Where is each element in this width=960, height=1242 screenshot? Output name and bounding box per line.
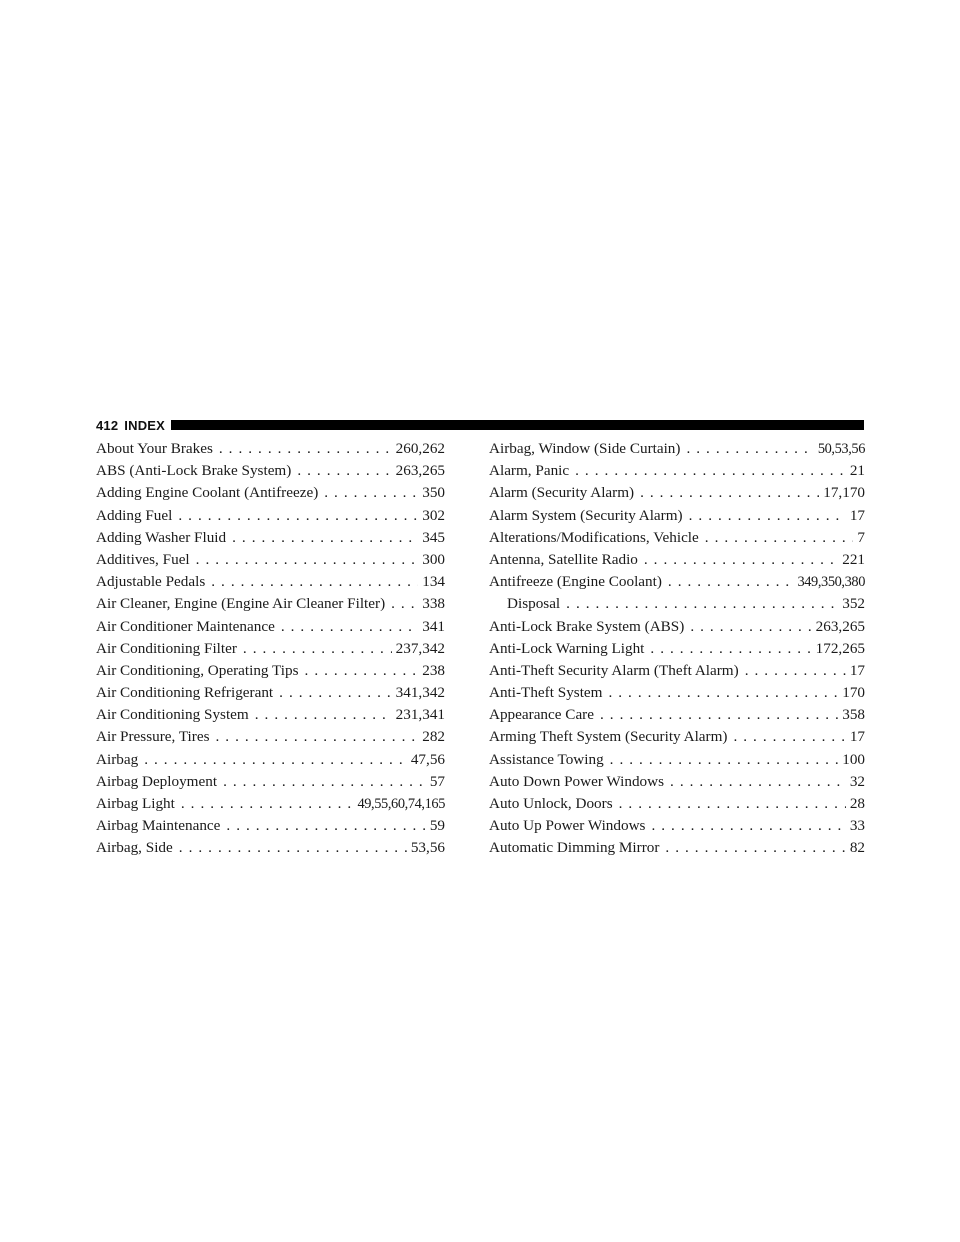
index-subentry (489, 595, 865, 617)
entry-label: Air Conditioning System (96, 706, 249, 724)
index-entry (489, 440, 865, 462)
entry-pages: 17,170 (823, 484, 865, 502)
entry-label: Airbag Deployment (96, 772, 218, 790)
entry-pages: 300 (422, 550, 445, 568)
entry-label: Arming Theft System (Security Alarm) (489, 728, 728, 746)
dot-leader (650, 640, 811, 658)
dot-leader (689, 507, 846, 525)
dot-leader (600, 706, 838, 724)
entry-label: Air Conditioner Maintenance (96, 617, 275, 635)
entry-pages: 57 (429, 772, 445, 790)
entry-label: Antenna, Satellite Radio (489, 550, 638, 568)
dot-leader (608, 684, 838, 702)
dot-leader (211, 573, 418, 591)
entry-label: Antifreeze (Engine Coolant) (489, 573, 662, 591)
dot-leader (281, 618, 418, 636)
entry-pages: 172,265 (815, 639, 865, 657)
entry-pages: 302 (422, 506, 445, 524)
index-entry (96, 640, 445, 662)
entry-pages: 231,341 (395, 706, 445, 724)
entry-pages: 21 (849, 462, 865, 480)
entry-label: Alarm (Security Alarm) (489, 484, 635, 502)
page-number: 412 (96, 417, 119, 433)
dot-leader (705, 529, 854, 547)
dot-leader (745, 662, 846, 680)
entry-label: Alarm, Panic (489, 462, 570, 480)
entry-pages: 341,342 (395, 684, 445, 702)
index-entry (489, 640, 865, 662)
dot-leader (243, 640, 392, 658)
dot-leader (219, 440, 392, 458)
dot-leader (181, 795, 354, 813)
entry-pages: 7 (857, 528, 865, 546)
index-entry (96, 484, 445, 506)
entry-label: Airbag Light (96, 795, 175, 812)
entry-label: Adding Engine Coolant (Antifreeze) (96, 484, 319, 502)
entry-label: Automatic Dimming Mirror (489, 839, 660, 857)
index-entry (96, 507, 445, 529)
entry-label: Appearance Care (489, 706, 594, 724)
entry-label: Auto Down Power Windows (489, 772, 665, 790)
index-column-left (96, 440, 445, 862)
entry-pages: 238 (422, 661, 445, 679)
entry-label: Anti-Theft System (489, 684, 603, 702)
index-entry (489, 551, 865, 573)
entry-pages: 17 (849, 506, 865, 524)
index-entry (96, 773, 445, 795)
entry-pages: 59 (429, 817, 445, 835)
index-entry (489, 507, 865, 529)
index-entry (489, 773, 865, 795)
index-entry (96, 595, 445, 617)
entry-label: Airbag, Window (Side Curtain) (489, 440, 681, 457)
dot-leader (305, 662, 419, 680)
entry-pages: 17 (849, 728, 865, 746)
entry-pages: 358 (842, 706, 865, 724)
entry-pages: 134 (422, 573, 445, 591)
index-entry (489, 706, 865, 728)
dot-leader (391, 595, 418, 613)
entry-pages: 352 (842, 595, 865, 613)
index-entry (96, 462, 445, 484)
section-title: INDEX (124, 417, 166, 433)
page-header (96, 414, 864, 436)
entry-label: Anti-Theft Security Alarm (Theft Alarm) (489, 661, 739, 679)
index-entry (96, 684, 445, 706)
index-entry (489, 573, 865, 595)
entry-label: Alterations/Modifications, Vehicle (489, 528, 699, 546)
entry-label: Anti-Lock Warning Light (489, 639, 645, 657)
index-entry (96, 839, 445, 861)
entry-label: Airbag Maintenance (96, 817, 221, 835)
index-entry (96, 817, 445, 839)
entry-pages: 17 (849, 661, 865, 679)
dot-leader (670, 773, 846, 791)
entry-label: Air Cleaner, Engine (Engine Air Cleaner Filter) (96, 595, 386, 613)
entry-pages: 260,262 (395, 440, 445, 457)
dot-leader (733, 728, 845, 746)
dot-leader (665, 839, 845, 857)
index-entry (96, 728, 445, 750)
entry-label: Airbag (96, 750, 139, 768)
dot-leader (640, 484, 819, 502)
entry-pages: 237,342 (395, 639, 445, 657)
index-entry (96, 618, 445, 640)
index-entry (489, 662, 865, 684)
dot-leader (668, 573, 794, 591)
index-entry (96, 751, 445, 773)
dot-leader (196, 551, 419, 569)
entry-pages: 263,265 (815, 617, 865, 635)
dot-leader (216, 728, 419, 746)
index-entry (489, 817, 865, 839)
dot-leader (566, 595, 838, 613)
dot-leader (686, 440, 813, 458)
entry-pages: 49,55,60,74,165 (357, 796, 445, 812)
index-column-right (489, 440, 865, 862)
entry-pages: 32 (849, 772, 865, 790)
dot-leader (178, 507, 418, 525)
index-entry (489, 795, 865, 817)
index-entry (96, 440, 445, 462)
entry-pages: 341 (422, 617, 445, 635)
entry-label: Airbag, Side (96, 839, 173, 857)
dot-leader (255, 706, 392, 724)
dot-leader (279, 684, 391, 702)
entry-pages: 50,53,56 (817, 441, 865, 457)
index-entry (96, 551, 445, 573)
entry-label: Alarm System (Security Alarm) (489, 506, 683, 524)
dot-leader (690, 618, 811, 636)
entry-label: Air Conditioning Refrigerant (96, 684, 274, 702)
dot-leader (179, 839, 407, 857)
entry-label: Assistance Towing (489, 750, 604, 768)
dot-leader (644, 551, 838, 569)
entry-pages: 282 (422, 728, 445, 746)
entry-label: About Your Brakes (96, 440, 213, 457)
entry-pages: 100 (842, 750, 865, 768)
dot-leader (144, 751, 407, 769)
dot-leader (297, 462, 391, 480)
index-entry (489, 684, 865, 706)
entry-pages: 350 (422, 484, 445, 502)
dot-leader (651, 817, 845, 835)
entry-label: ABS (Anti-Lock Brake System) (96, 462, 292, 480)
entry-label: Air Conditioning Filter (96, 639, 237, 657)
entry-pages: 28 (849, 795, 865, 812)
entry-pages: 338 (422, 595, 445, 613)
entry-pages: 47,56 (410, 750, 445, 768)
index-entry (96, 662, 445, 684)
index-entry (96, 573, 445, 595)
entry-label: Adding Fuel (96, 506, 173, 524)
index-entry (489, 728, 865, 750)
index-entry (96, 529, 445, 551)
index-entry (489, 529, 865, 551)
dot-leader (223, 773, 426, 791)
index-entry (489, 751, 865, 773)
index-entry (489, 618, 865, 640)
entry-label: Anti-Lock Brake System (ABS) (489, 617, 685, 635)
index-entry (489, 839, 865, 861)
entry-pages: 53,56 (410, 839, 445, 857)
dot-leader (619, 795, 846, 813)
entry-label: Additives, Fuel (96, 550, 190, 568)
dot-leader (226, 817, 425, 835)
index-entry (489, 484, 865, 506)
entry-label: Adding Washer Fluid (96, 528, 227, 546)
entry-label: Air Conditioning, Operating Tips (96, 661, 299, 679)
entry-pages: 263,265 (395, 462, 445, 480)
header-rule (171, 420, 864, 430)
entry-label: Adjustable Pedals (96, 573, 206, 591)
dot-leader (232, 529, 418, 547)
index-entry (96, 706, 445, 728)
entry-pages: 33 (849, 817, 865, 835)
entry-label: Disposal (507, 595, 561, 613)
entry-label: Auto Up Power Windows (489, 817, 646, 835)
index-entry (96, 795, 445, 817)
dot-leader (324, 484, 418, 502)
dot-leader (610, 751, 839, 769)
entry-label: Air Pressure, Tires (96, 728, 210, 746)
entry-label: Auto Unlock, Doors (489, 795, 613, 812)
entry-pages: 82 (849, 839, 865, 857)
entry-pages: 349,350,380 (797, 574, 865, 591)
entry-pages: 170 (842, 684, 865, 702)
index-entry (489, 462, 865, 484)
dot-leader (575, 462, 846, 480)
entry-pages: 221 (842, 550, 865, 568)
entry-pages: 345 (422, 528, 445, 546)
